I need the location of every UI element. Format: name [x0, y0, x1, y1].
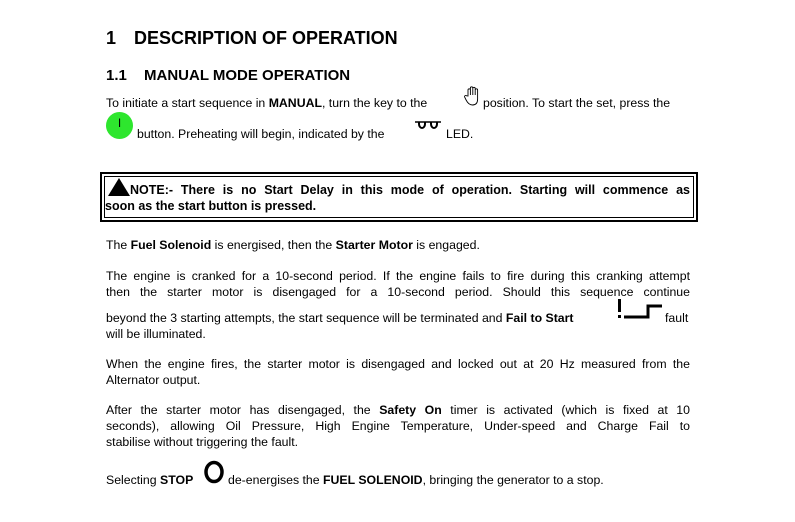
paragraph-safety-on-line-3: stabilise without triggering the fault. — [106, 435, 299, 449]
note-line-1: NOTE:- There is no Start Delay in this mode of operation. Starting will commence as — [130, 183, 690, 197]
subsection-title: MANUAL MODE OPERATION — [144, 67, 351, 84]
intro-line-1: To initiate a start sequence in MANUAL, turn the key to the — [106, 96, 428, 110]
preheat-coil-icon — [414, 119, 442, 135]
hand-key-icon — [464, 85, 482, 107]
intro-line-1-end: position. To start the set, press the — [483, 96, 671, 110]
section-title: DESCRIPTION OF OPERATION — [134, 28, 398, 48]
paragraph-engine-fires-line-2: Alternator output. — [106, 373, 201, 387]
stop-icon — [203, 460, 225, 484]
subsection-heading — [106, 67, 350, 84]
note-box — [100, 172, 698, 222]
paragraph-safety-on-line-2: seconds), allowing Oil Pressure, High Engine Temperature, Under-speed and Charge Fail to — [106, 419, 690, 433]
intro-line-2-end: LED. — [446, 127, 474, 141]
paragraph-safety-on-line-1: After the starter motor has disengaged, the Safety On timer is activated (which is fixed at 10 — [106, 403, 690, 417]
fail-to-start-icon — [615, 297, 663, 323]
note-text — [105, 182, 690, 214]
paragraph-cranking-line-3: beyond the 3 starting attempts, the start sequence will be terminated and Fail to Start — [106, 311, 574, 325]
paragraph-cranking-fault: fault — [665, 311, 689, 325]
intro-line-2: button. Preheating will begin, indicated by the — [137, 127, 385, 141]
section-heading — [106, 28, 398, 49]
paragraph-engine-fires-line-1: When the engine fires, the starter motor is disengaged and locked out at 20 Hz measured from the — [106, 357, 690, 371]
subsection-number: 1.1 — [106, 67, 127, 84]
paragraph-stop: Selecting STOP — [106, 473, 194, 487]
note-line-2: soon as the start button is pressed. — [105, 199, 317, 213]
paragraph-stop-rest: de-energises the FUEL SOLENOID, bringing the generator to a stop. — [228, 473, 604, 487]
paragraph-cranking-line-1: The engine is cranked for a 10-second period. If the engine fails to fire during this cranking attempt — [106, 269, 690, 283]
paragraph-cranking-line-2: then the starter motor is disengaged for a 10-second period. Should this sequence continue — [106, 285, 690, 299]
start-button-icon: I — [106, 112, 133, 139]
paragraph-fuel-solenoid: The Fuel Solenoid is energised, then the Starter Motor is engaged. — [106, 238, 480, 252]
paragraph-cranking-line-4: will be illuminated. — [106, 327, 206, 341]
section-number: 1 — [106, 28, 117, 48]
